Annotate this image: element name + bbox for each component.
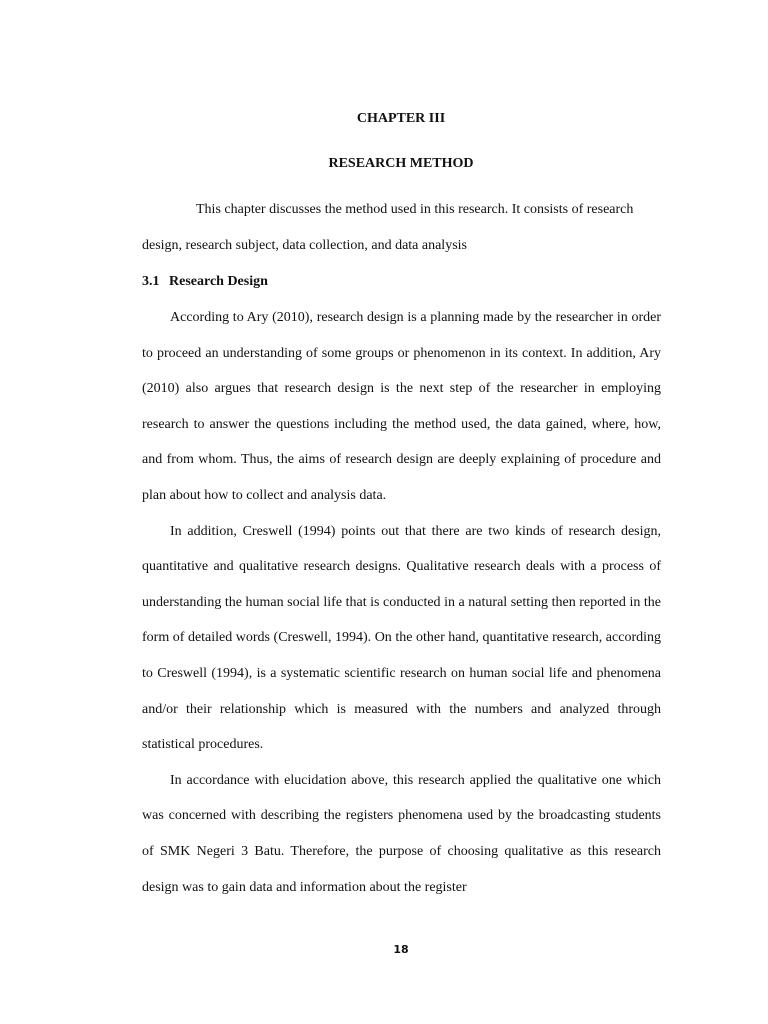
paragraph-2: In addition, Creswell (1994) points out that there are two kinds of research design, quantitative and qualitative research designs. Qualitative research deals with a process of understanding the human social life that is conducted in a natural setting then reported in the form of detailed words (Creswell, 1994). On the other hand, quantitative research, according to Creswell (1994), is a systematic scientific research on human social life and phenomena and/or their relationship which is measured with the numbers and analyzed through statistical procedures. xyxy=(142,523,661,753)
page-number: 18 xyxy=(393,943,409,956)
section-heading xyxy=(142,273,268,291)
intro-line-1: This chapter discusses the method used in this research. It consists of research xyxy=(196,202,634,217)
chapter-subtitle: RESEARCH METHOD xyxy=(328,156,474,171)
chapter-title: CHAPTER III xyxy=(356,111,446,126)
section-number: 3.1 xyxy=(142,274,160,289)
intro-line-2: design, research subject, data collection, and data analysis xyxy=(142,237,467,253)
section-title: Research Design xyxy=(169,274,268,289)
paragraph-3: In accordance with elucidation above, this research applied the qualitative one which was concerned with describing the registers phenomena used by the broadcasting students of SMK Negeri 3 Batu. Therefore, the purpose of choosing qualitative as this research design was to gain data and information about the register xyxy=(142,772,661,895)
section-body xyxy=(142,300,661,905)
intro-paragraph xyxy=(142,192,661,263)
paragraph-1: According to Ary (2010), research design is a planning made by the researcher in order to proceed an understanding of some groups or phenomenon in its context. In addition, Ary (2010) also argues that research design is the next step of the researcher in employing research to answer the questions including the method used, the data gained, where, how, and from whom. Thus, the aims of research design are deeply explaining of procedure and plan about how to collect and analysis data. xyxy=(142,310,661,503)
